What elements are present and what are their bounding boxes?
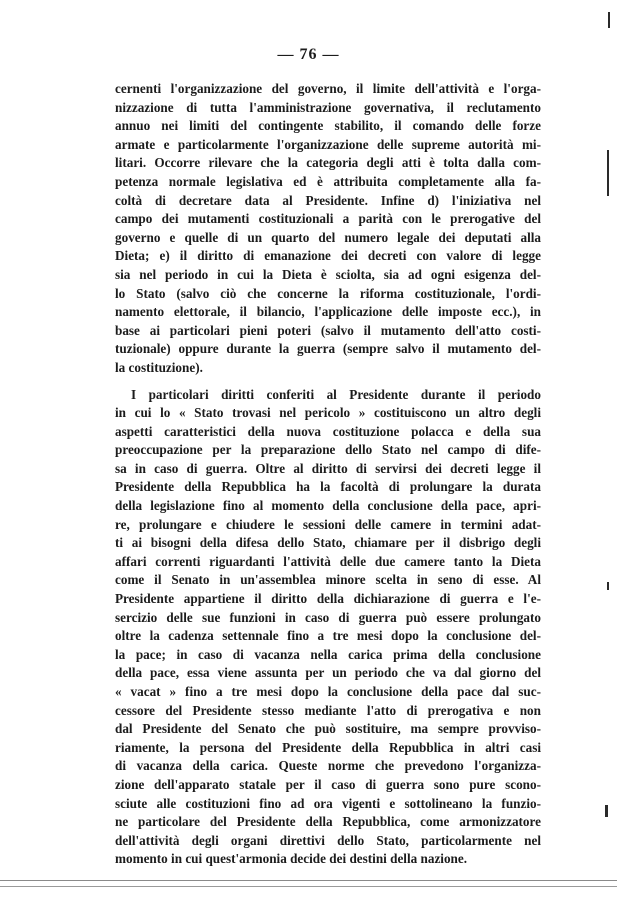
text-line: nizzazione di tutta l'amministrazione governativa, il reclutamento: [115, 99, 541, 115]
text-line: sa in caso di guerra. Oltre al diritto di servirsi dei decreti legge il: [115, 460, 541, 476]
text-line: sercizio delle sue funzioni in caso di guerra può essere prolungato: [115, 609, 541, 625]
text-line: aspetti caratteristici della nuova costituzione polacca e della sua: [115, 423, 541, 439]
scan-bottom-rule: [0, 880, 617, 881]
text-line: litari. Occorre rilevare che la categoria degli atti è tolta dalla com-: [115, 155, 541, 171]
text-line: namento elettorale, il bilancio, l'applicazione delle imposte ecc.), in: [115, 304, 541, 320]
text-line: re, prolungare e chiudere le sessioni delle camere in termini adat-: [115, 516, 541, 532]
text-line: armate e particolarmente l'organizzazione delle supreme autorità mi-: [115, 136, 541, 152]
scan-edge-mark: [605, 805, 608, 817]
text-line: lo Stato (salvo ciò che concerne la riforma costituzionale, l'ordi-: [115, 285, 541, 301]
text-line: annuo nei limiti del contingente stabilito, il comando delle forze: [115, 118, 541, 134]
scan-bottom-rule: [0, 886, 617, 887]
paragraph: [115, 386, 541, 869]
text-line: Presidente appartiene il diritto della dichiarazione di guerra e l'e-: [115, 591, 541, 607]
text-line: Dieta; e) il diritto di emanazione dei decreti con valore di legge: [115, 248, 541, 264]
text-line: di vacanza della carica. Queste norme che prevedono l'organizza-: [115, 758, 541, 774]
scan-edge-mark: [607, 150, 609, 196]
text-line: base ai particolari pieni poteri (salvo il mutamento dell'atto costi-: [115, 322, 541, 338]
text-line: Presidente della Repubblica ha la facoltà di prolungare la durata: [115, 479, 541, 495]
text-line: ti ai bisogni della difesa dello Stato, chiamare per il disbrigo degli: [115, 535, 541, 551]
text-line: dell'attività degli organi direttivi dello Stato, particolarmente nel: [115, 832, 541, 848]
text-line: petenza normale legislativa ed è attribuita completamente alla fa-: [115, 173, 541, 189]
text-line: tuzionale) oppure durante la guerra (sempre salvo il mutamento del-: [115, 341, 541, 357]
text-line: riamente, la persona del Presidente della Repubblica in altri casi: [115, 739, 541, 755]
text-line: momento in cui quest'armonia decide dei destini della nazione.: [115, 851, 468, 867]
text-line: la pace; in caso di vacanza nella carica prima della conclusione: [115, 646, 541, 662]
text-line: della legislazione fino al momento della conclusione della pace, apri-: [115, 498, 541, 514]
text-line: campo dei mutamenti costituzionali a parità con le prerogative del: [115, 211, 541, 227]
body-text: [115, 80, 541, 869]
scan-edge-mark: [608, 12, 610, 28]
paragraph: [115, 80, 541, 378]
text-line: come il Senato in un'assemblea minore scelta in seno di esse. Al: [115, 572, 541, 588]
text-line: affari correnti riguardanti l'attività delle due camere tanto la Dieta: [115, 553, 541, 569]
text-line: preoccupazione per la preparazione dello Stato nel campo di dife-: [115, 442, 541, 458]
text-line: coltà di decretare data al Presidente. Infine d) l'iniziativa nel: [115, 192, 541, 208]
text-line: cessore del Presidente stesso mediante l'atto di prerogativa e non: [115, 702, 541, 718]
text-line: « vacat » fino a tre mesi dopo la conclusione della pace dal suc-: [115, 684, 541, 699]
text-line: cernenti l'organizzazione del governo, il limite dell'attività e l'orga-: [115, 81, 541, 96]
text-line: oltre la cadenza settennale fino a tre mesi dopo la conclusione del-: [115, 628, 541, 644]
text-line: ne particolare del Presidente della Repubblica, come armonizzatore: [115, 814, 541, 830]
page-number: — 76 —: [277, 46, 340, 63]
text-line: sia nel periodo in cui la Dieta è sciolta, sia ad ogni esigenza del-: [115, 266, 541, 282]
text-line: zione dell'apparato statale per il caso di guerra sono pure scono-: [115, 776, 541, 792]
scan-edge-mark: [607, 582, 609, 590]
text-line: I particolari diritti conferiti al Presidente durante il periodo: [131, 386, 541, 402]
text-line: dal Presidente del Senato che può sostituire, ma sempre provviso-: [115, 721, 541, 737]
text-line: sciute alle costituzioni fino ad ora vigenti e sottolineano la funzio-: [115, 795, 541, 811]
text-line: in cui lo « Stato trovasi nel pericolo » costituiscono un altro degli: [115, 405, 541, 421]
text-line: della pace, essa viene assunta per un periodo che va dal giorno del: [115, 665, 541, 681]
text-line: governo e quelle di un quarto del numero legale dei deputati alla: [115, 229, 541, 245]
text-line: la costituzione).: [115, 359, 203, 375]
